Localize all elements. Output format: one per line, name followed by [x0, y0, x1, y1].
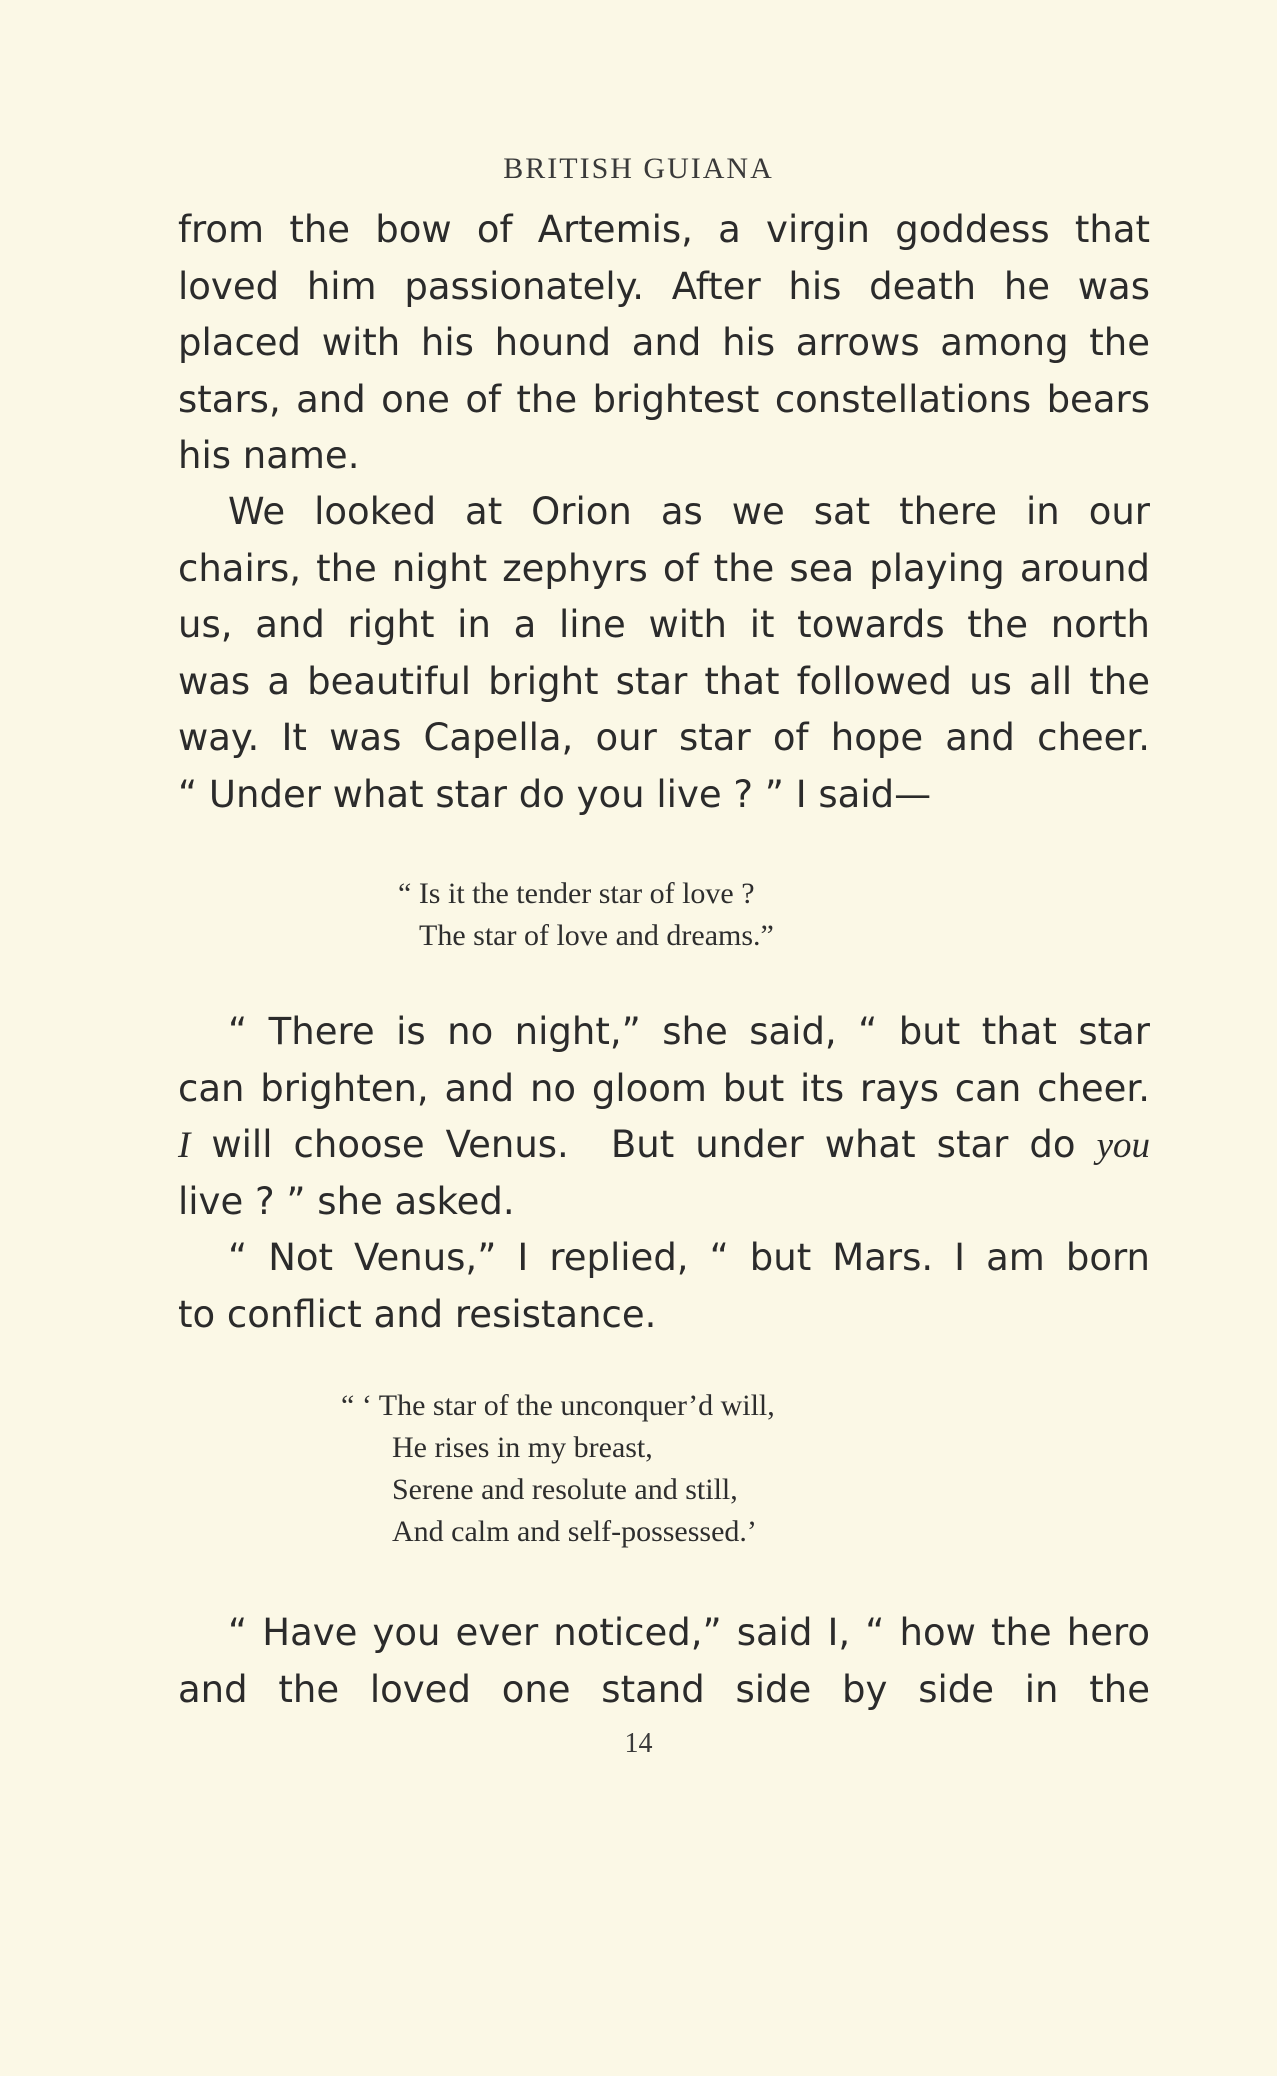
text-line: and the loved one stand side by side in the: [178, 1667, 1150, 1711]
text-line: stars, and one of the brightest constellations bears: [178, 377, 1150, 421]
text-line: We looked at Orion as we sat there in our: [228, 490, 1150, 533]
text-line: “ Have you ever noticed,” said I, “ how the hero: [228, 1611, 1150, 1654]
verse-line: And calm and self-possessed.’: [392, 1515, 757, 1548]
text-line: from the bow of Artemis, a virgin goddess that: [178, 208, 1150, 251]
page-number: 14: [624, 1728, 653, 1759]
text-line: “ Under what star do you live ? ” I said—: [178, 772, 932, 816]
text-line-with-italics: [178, 1117, 1150, 1174]
paragraph-hero: [178, 1605, 1150, 1718]
verse-unconquered-will: [341, 1385, 775, 1553]
text-line: live ? ” she asked.: [178, 1179, 515, 1223]
text-line: “ Not Venus,” I replied, “ but Mars. I am born: [228, 1236, 1150, 1279]
text-line: to conflict and resistance.: [178, 1292, 657, 1336]
paragraph-venus: [178, 1004, 1150, 1230]
text-span: will choose Venus. But under what star do: [190, 1123, 1097, 1166]
verse-line: “ Is it the tender star of love ?: [398, 877, 755, 910]
text-line: “ There is no night,” she said, “ but that star: [228, 1010, 1150, 1053]
verse-line: The star of love and dreams.”: [419, 919, 774, 952]
verse-line: “ ‘ The star of the unconquer’d will,: [341, 1389, 775, 1422]
text-line: chairs, the night zephyrs of the sea playing around: [178, 546, 1150, 590]
paragraph-orion-myth: [178, 202, 1150, 485]
text-line: placed with his hound and his arrows among the: [178, 321, 1150, 364]
verse-star-of-love: [398, 873, 774, 957]
text-line: us, and right in a line with it towards the north: [178, 603, 1150, 646]
paragraph-mars: [178, 1230, 1150, 1343]
text-line: can brighten, and no gloom but its rays can cheer.: [178, 1066, 1150, 1110]
text-line: was a beautiful bright star that followed us all the: [178, 659, 1150, 703]
italic-word: I: [178, 1125, 191, 1166]
text-line: loved him passionately. After his death he was: [178, 264, 1150, 308]
text-line: way. It was Capella, our star of hope and cheer.: [178, 716, 1150, 759]
italic-word: you: [1096, 1125, 1150, 1166]
running-head: BRITISH GUIANA: [503, 152, 774, 185]
verse-line: Serene and resolute and still,: [392, 1473, 738, 1506]
text-line: his name.: [178, 434, 360, 477]
verse-line: He rises in my breast,: [392, 1431, 653, 1464]
paragraph-capella: [178, 484, 1150, 823]
